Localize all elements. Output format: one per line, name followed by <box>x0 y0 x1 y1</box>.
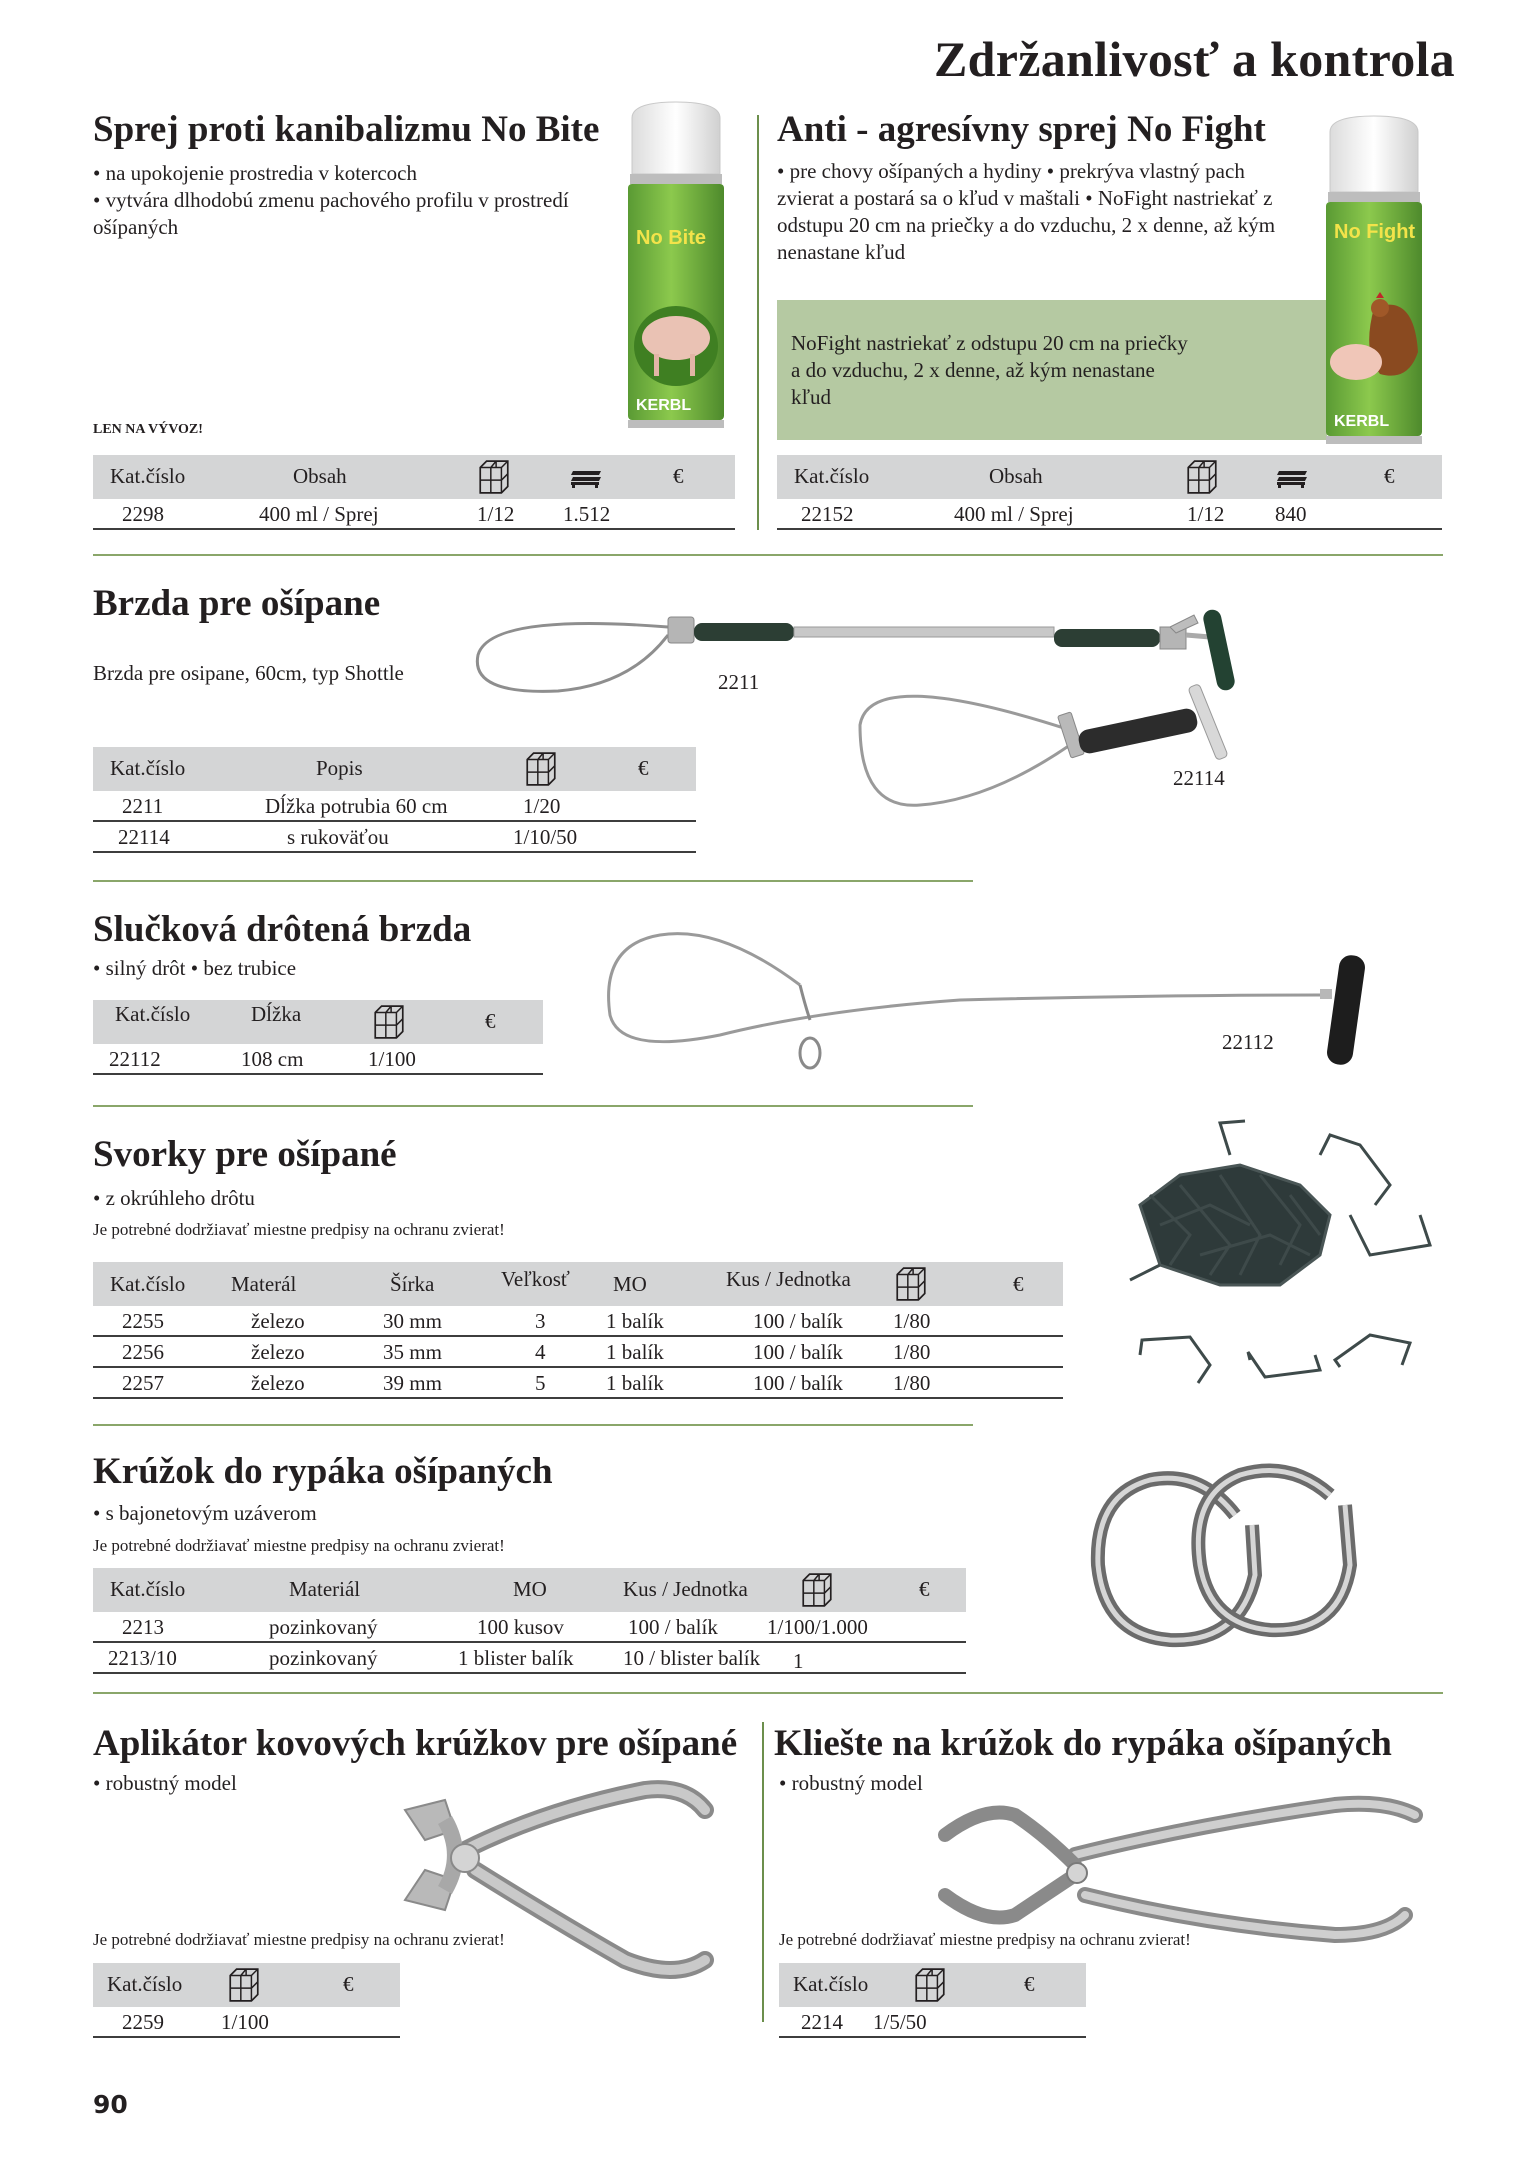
sluckova-table <box>93 1000 543 1075</box>
col-price: € <box>673 464 684 488</box>
carton-box-icon <box>1186 459 1218 495</box>
svorky-title: Svorky pre ošípané <box>93 1134 397 1175</box>
export-note: LEN NA VÝVOZ! <box>93 422 203 437</box>
cell-kat: 2257 <box>122 1371 164 1395</box>
cell-sirka: 30 mm <box>383 1309 442 1333</box>
col-kus-jednotka: Kus / Jednotka <box>623 1577 748 1601</box>
no-bite-can-brand: No Bite <box>636 227 706 249</box>
cell-obsah: 400 ml / Sprej <box>954 502 1074 526</box>
cell-carton: 1/12 <box>1187 502 1225 526</box>
table-row <box>777 499 1442 530</box>
col-price: € <box>638 756 649 780</box>
no-fight-title: Anti - agresívny sprej No Fight <box>777 109 1266 150</box>
no-bite-spray-can-image <box>620 98 732 434</box>
cell-mo: 1 balík <box>606 1340 664 1364</box>
svorky-note: Je potrebné dodržiavať miestne predpisy na ochranu zvierat! <box>93 1220 505 1239</box>
sluckova-bullets: • silný drôt • bez trubice <box>93 956 297 980</box>
column-divider <box>762 1722 764 2022</box>
cell-carton: 1/80 <box>893 1340 931 1364</box>
table-header <box>93 747 696 791</box>
section-divider <box>93 554 1443 556</box>
carton-box-icon <box>478 459 510 495</box>
cell-kat: 22114 <box>118 825 170 849</box>
svorky-bullets: • z okrúhleho drôtu <box>93 1186 255 1210</box>
table-header <box>93 1000 543 1044</box>
kruzok-table <box>93 1568 966 1674</box>
table-header <box>93 1568 966 1612</box>
col-price: € <box>919 1577 930 1601</box>
cell-carton: 1/5/50 <box>873 2010 927 2034</box>
klieste-table <box>779 1963 1086 2038</box>
cell-carton: 1/12 <box>477 502 515 526</box>
kruzok-note: Je potrebné dodržiavať miestne predpisy na ochranu zvierat! <box>93 1536 505 1555</box>
cell-kat: 2255 <box>122 1309 164 1333</box>
no-bite-bullet-2: • vytvára dlhodobú zmenu pachového profilu v prostredí ošípaných <box>93 188 569 239</box>
brzda-table <box>93 747 696 853</box>
col-kat-cislo: Kat.číslo <box>107 1972 183 1996</box>
carton-box-icon <box>228 1967 260 2003</box>
cell-sirka: 35 mm <box>383 1340 442 1364</box>
no-bite-title: Sprej proti kanibalizmu No Bite <box>93 109 600 150</box>
brzda-description: Brzda pre osipane, 60cm, typ Shottle <box>93 661 404 685</box>
table-row <box>93 499 735 530</box>
cell-obsah: 400 ml / Sprej <box>259 502 379 526</box>
col-obsah: Obsah <box>989 464 1043 488</box>
table-row <box>93 1643 966 1674</box>
klieste-title: Kliešte na krúžok do rypáka ošípaných <box>774 1723 1392 1764</box>
column-divider <box>757 115 759 530</box>
cell-mo: 1 blister balík <box>458 1646 574 1670</box>
cell-carton: 1 <box>793 1649 804 1673</box>
col-material: Materiál <box>289 1577 361 1601</box>
section-divider <box>93 1105 973 1107</box>
section-divider <box>93 1424 973 1426</box>
col-price: € <box>485 1009 496 1033</box>
cell-mo: 1 balík <box>606 1371 664 1395</box>
table-header <box>93 1963 400 2007</box>
no-fight-highlight-text: NoFight nastriekať z odstupu 20 cm na priečky a do vzduchu, 2 x denne, až kým nenastane kľud <box>791 331 1188 409</box>
cell-carton: 1/100/1.000 <box>767 1615 868 1639</box>
cell-mo: 1 balík <box>606 1309 664 1333</box>
svorky-table <box>93 1262 1063 1399</box>
cell-kat: 2213 <box>122 1615 164 1639</box>
no-fight-spray-can-image <box>1318 112 1430 448</box>
no-fight-table <box>777 455 1442 530</box>
pallet-icon <box>1275 469 1309 489</box>
col-price: € <box>1384 464 1395 488</box>
kruzok-bullets: • s bajonetovým uzáverom <box>93 1501 317 1525</box>
cell-velkost: 5 <box>535 1371 546 1395</box>
table-row <box>93 1368 1063 1399</box>
aplikator-title: Aplikátor kovových krúžkov pre ošípané <box>93 1723 738 1764</box>
cell-popis: s rukoväťou <box>287 825 389 849</box>
cell-kus: 100 / balík <box>753 1371 843 1395</box>
cell-carton: 1/80 <box>893 1371 931 1395</box>
table-header <box>93 455 735 499</box>
col-kat-cislo: Kat.číslo <box>110 464 186 488</box>
carton-box-icon <box>895 1266 927 1302</box>
cell-kat: 2259 <box>122 2010 164 2034</box>
cell-kus: 100 / balík <box>753 1309 843 1333</box>
cell-pallet: 1.512 <box>563 502 611 526</box>
sluckova-title: Slučková drôtená brzda <box>93 909 472 950</box>
cell-material: pozinkovaný <box>269 1646 378 1670</box>
pallet-icon <box>569 469 603 489</box>
cell-kat: 22112 <box>109 1047 161 1071</box>
image-label-22114: 22114 <box>1173 766 1225 790</box>
section-divider <box>93 1692 1443 1694</box>
cell-kat: 2256 <box>122 1340 164 1364</box>
cell-carton: 1/100 <box>368 1047 416 1071</box>
klieste-note: Je potrebné dodržiavať miestne predpisy na ochranu zvierat! <box>779 1930 1191 1949</box>
no-fight-highlight-box <box>777 300 1327 440</box>
sluckova-product-image <box>600 925 1400 1075</box>
no-bite-bullets <box>93 160 613 241</box>
cell-kat: 2214 <box>801 2010 843 2034</box>
cell-carton: 1/80 <box>893 1309 931 1333</box>
col-obsah: Obsah <box>293 464 347 488</box>
cell-kus: 10 / blister balík <box>623 1646 761 1670</box>
cell-velkost: 3 <box>535 1309 546 1333</box>
cell-velkost: 4 <box>535 1340 546 1364</box>
cell-carton: 1/100 <box>221 2010 269 2034</box>
table-header <box>777 455 1442 499</box>
no-bite-bullet-1: • na upokojenie prostredia v kotercoch <box>93 161 417 185</box>
carton-box-icon <box>801 1572 833 1608</box>
aplikator-bullets: • robustný model <box>93 1771 237 1795</box>
col-kat-cislo: Kat.číslo <box>110 1577 186 1601</box>
no-fight-can-maker: KERBL <box>1334 413 1390 430</box>
table-row <box>93 1306 1063 1337</box>
col-kat-cislo: Kat.číslo <box>110 1272 186 1296</box>
no-fight-can-brand: No Fight <box>1334 221 1416 243</box>
table-row <box>93 791 696 822</box>
cell-kat: 2213/10 <box>108 1646 177 1670</box>
aplikator-table <box>93 1963 400 2038</box>
image-label-22112: 22112 <box>1222 1030 1274 1054</box>
cell-kus: 100 / balík <box>628 1615 718 1639</box>
col-kat-cislo: Kat.číslo <box>793 1972 869 1996</box>
cell-material: pozinkovaný <box>269 1615 378 1639</box>
table-row <box>93 2007 400 2038</box>
cell-kat: 22152 <box>801 502 854 526</box>
col-price: € <box>343 1972 354 1996</box>
carton-box-icon <box>525 751 557 787</box>
cell-carton: 1/20 <box>523 794 561 818</box>
klieste-bullets: • robustný model <box>779 1771 923 1795</box>
table-row <box>93 1612 966 1643</box>
table-header <box>93 1262 1063 1306</box>
aplikator-product-image <box>385 1770 725 2000</box>
col-dlzka: Dĺžka <box>251 1002 302 1026</box>
carton-box-icon <box>373 1004 405 1040</box>
col-price: € <box>1013 1272 1024 1296</box>
col-popis: Popis <box>316 756 363 780</box>
no-bite-table <box>93 455 735 530</box>
col-material: Materál <box>231 1272 297 1296</box>
cell-sirka: 39 mm <box>383 1371 442 1395</box>
cell-material: železo <box>251 1371 305 1395</box>
cell-popis: Dĺžka potrubia 60 cm <box>265 794 448 818</box>
cell-kus: 100 / balík <box>753 1340 843 1364</box>
col-mo: MO <box>513 1577 547 1601</box>
cell-material: železo <box>251 1340 305 1364</box>
col-kat-cislo: Kat.číslo <box>110 756 186 780</box>
table-row <box>93 1044 543 1075</box>
image-label-2211: 2211 <box>718 670 760 694</box>
col-kat-cislo: Kat.číslo <box>794 464 870 488</box>
kruzok-title: Krúžok do rypáka ošípaných <box>93 1451 553 1492</box>
col-sirka: Šírka <box>390 1272 435 1296</box>
cell-mo: 100 kusov <box>477 1615 564 1639</box>
section-divider <box>93 880 973 882</box>
cell-dlzka: 108 cm <box>241 1047 304 1071</box>
no-fight-description: • pre chovy ošípaných a hydiny • prekrýva vlastný pach zvierat a postará sa o kľud v maštali • NoFight nastriekať z odstupu 20 cm na priečky a do vzduchu, 2 x denne, až kým nenastane kľud <box>777 159 1276 264</box>
cell-material: železo <box>251 1309 305 1333</box>
svorky-product-image <box>1120 1115 1460 1415</box>
col-kat-cislo: Kat.číslo <box>115 1002 191 1026</box>
cell-kat: 2298 <box>122 502 164 526</box>
carton-box-icon <box>914 1967 946 2003</box>
table-row <box>93 822 696 853</box>
table-header <box>779 1963 1086 2007</box>
cell-carton: 1/10/50 <box>513 825 578 849</box>
table-row <box>93 1337 1063 1368</box>
no-bite-can-maker: KERBL <box>636 397 692 414</box>
col-mo: MO <box>613 1272 647 1296</box>
page-title: Zdržanlivosť a kontrola <box>934 31 1455 87</box>
aplikator-note: Je potrebné dodržiavať miestne predpisy na ochranu zvierat! <box>93 1930 505 1949</box>
col-kus-jednotka: Kus / Jednotka <box>726 1267 851 1291</box>
cell-kat: 2211 <box>122 794 164 818</box>
cell-pallet: 840 <box>1275 502 1307 526</box>
kruzok-product-image <box>1090 1465 1410 1665</box>
page-number: 90 <box>93 2090 128 2119</box>
brzda-title: Brzda pre ošípane <box>93 583 381 624</box>
col-price: € <box>1024 1972 1035 1996</box>
col-velkost: Veľkosť <box>501 1267 570 1291</box>
table-row <box>779 2007 1086 2038</box>
